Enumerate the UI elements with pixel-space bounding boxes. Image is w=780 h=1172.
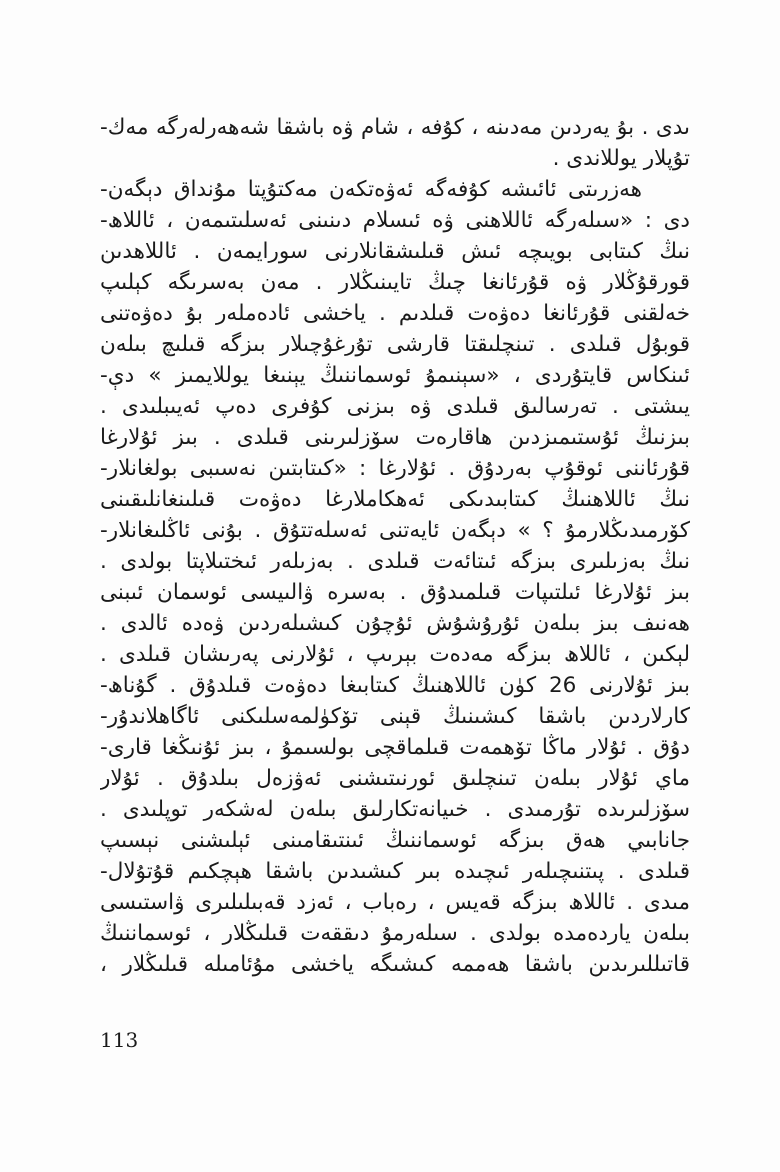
text-line: دى : «سىلەرگە ئاللاھنى ۋە ئىسلام دىنىنى ئەسلىتىمەن ، ئاللاھ- bbox=[100, 208, 690, 233]
text-line: نىڭ ئاللاھنىڭ كىتابىدىكى ئەھكاملارغا دەۋەت قىلىنغانلىقىنى bbox=[100, 487, 690, 512]
text-line: كۆرمىدىڭلارمۇ ؟ » دېگەن ئايەتنى ئەسلەتتۇق . بۇنى ئاڭلىغانلار- bbox=[100, 518, 690, 543]
text-line: بىز ئۇلارغا ئىلتىپات قىلمىدۇق . بەسرە ۋالىيسى ئوسمان ئىبنى bbox=[100, 580, 690, 605]
text-line: قىلدى . پىتنىچىلەر ئىچىدە بىر كىشىدىن باشقا ھېچكىم قۇتۇلال- bbox=[100, 859, 690, 884]
text-line: قورقۇڭلار ۋە قۇرئانغا چىڭ تايىنىڭلار . مەن بەسرىگە كېلىپ bbox=[100, 270, 690, 295]
text-line: مىدى . ئاللاھ بىزگە قەيس ، رەباب ، ئەزد قەبىلىلىرى ۋاستىسى bbox=[100, 890, 690, 915]
text-line: دۇق . ئۇلار ماڭا تۆھمەت قىلماقچى بولسىمۇ ، بىز ئۇنىڭغا قارى- bbox=[100, 735, 690, 760]
text-line: كارلاردىن باشقا كىشىنىڭ قېنى تۆكۈلمەسلىكنى ئاگاھلاندۇر- bbox=[100, 704, 690, 729]
text-line: تۇپلار يوللاندى . bbox=[552, 146, 690, 171]
text-line: نىڭ كىتابى بويىچە ئىش قىلىشقانلارنى سورايمەن . ئاللاھدىن bbox=[100, 239, 690, 264]
text-line: قاتىللىرىدىن باشقا ھەممە كىشىگە ياخشى مۇئامىلە قىلىڭلار ، bbox=[100, 952, 690, 977]
text-line: ماي ئۇلار بىلەن تىنچلىق ئورنىتىشنى ئەۋزەل بىلدۇق . ئۇلار bbox=[100, 766, 690, 791]
text-line: لېكىن ، ئاللاھ بىزگە مەدەت بېرىپ ، ئۇلارنى پەرىشان قىلدى . bbox=[100, 642, 690, 667]
text-line: ئىنكاس قايتۇردى ، «سېنىمۇ ئوسماننىڭ يېنىغا يوللايمىز » دې- bbox=[100, 363, 690, 388]
text-line: سۆزلىرىدە تۇرمىدى . خىيانەتكارلىق بىلەن لەشكەر توپلىدى . bbox=[100, 797, 690, 822]
text-line: جانابىي ھەق بىزگە ئوسماننىڭ ئىنتىقامىنى ئېلىشنى نېسىپ bbox=[100, 828, 690, 853]
text-line: قوبۇل قىلدى . تىنچلىقتا قارشى تۇرغۇچىلار بىزگە قىلىچ بىلەن bbox=[100, 332, 690, 357]
body-text bbox=[100, 112, 690, 980]
text-line: قۇرئاننى ئوقۇپ بەردۇق . ئۇلارغا : «كىتابتىن نەسىبى بولغانلار- bbox=[100, 456, 690, 481]
text-line: بىزنىڭ ئۇستىمىزدىن ھاقارەت سۆزلىرىنى قىلدى . بىز ئۇلارغا bbox=[100, 425, 690, 450]
text-line: بىلەن ياردەمدە بولدى . سىلەرمۇ دىققەت قىلىڭلار ، ئوسماننىڭ bbox=[100, 921, 690, 946]
text-line: ىدى . بۇ يەردىن مەدىنە ، كۇفە ، شام ۋە باشقا شەھەرلەرگە مەك- bbox=[100, 115, 690, 140]
text-line: يىشتى . تەرسالىق قىلدى ۋە بىزنى كۇفرى دەپ ئەيىبلىدى . bbox=[100, 394, 690, 419]
text-line: نىڭ بەزىلىرى بىزگە ئىتائەت قىلدى . بەزىلەر ئىختىلاپتا بولدى . bbox=[100, 549, 690, 574]
text-line: خەلقنى قۇرئانغا دەۋەت قىلدىم . ياخشى ئادەملەر بۇ دەۋەتنى bbox=[100, 301, 690, 326]
page-number: 113 bbox=[100, 1028, 139, 1052]
text-line: ھەنىف بىز بىلەن ئۇرۇشۇش ئۇچۇن كىشىلەردىن ۋەدە ئالدى . bbox=[100, 611, 690, 636]
text-line: بىز ئۇلارنى 26 كۈن ئاللاھنىڭ كىتابىغا دەۋەت قىلدۇق . گۇناھ- bbox=[100, 673, 690, 698]
text-line: ھەزرىتى ئائىشە كۇفەگە ئەۋەتكەن مەكتۇپتا مۇنداق دېگەن- bbox=[100, 177, 642, 202]
